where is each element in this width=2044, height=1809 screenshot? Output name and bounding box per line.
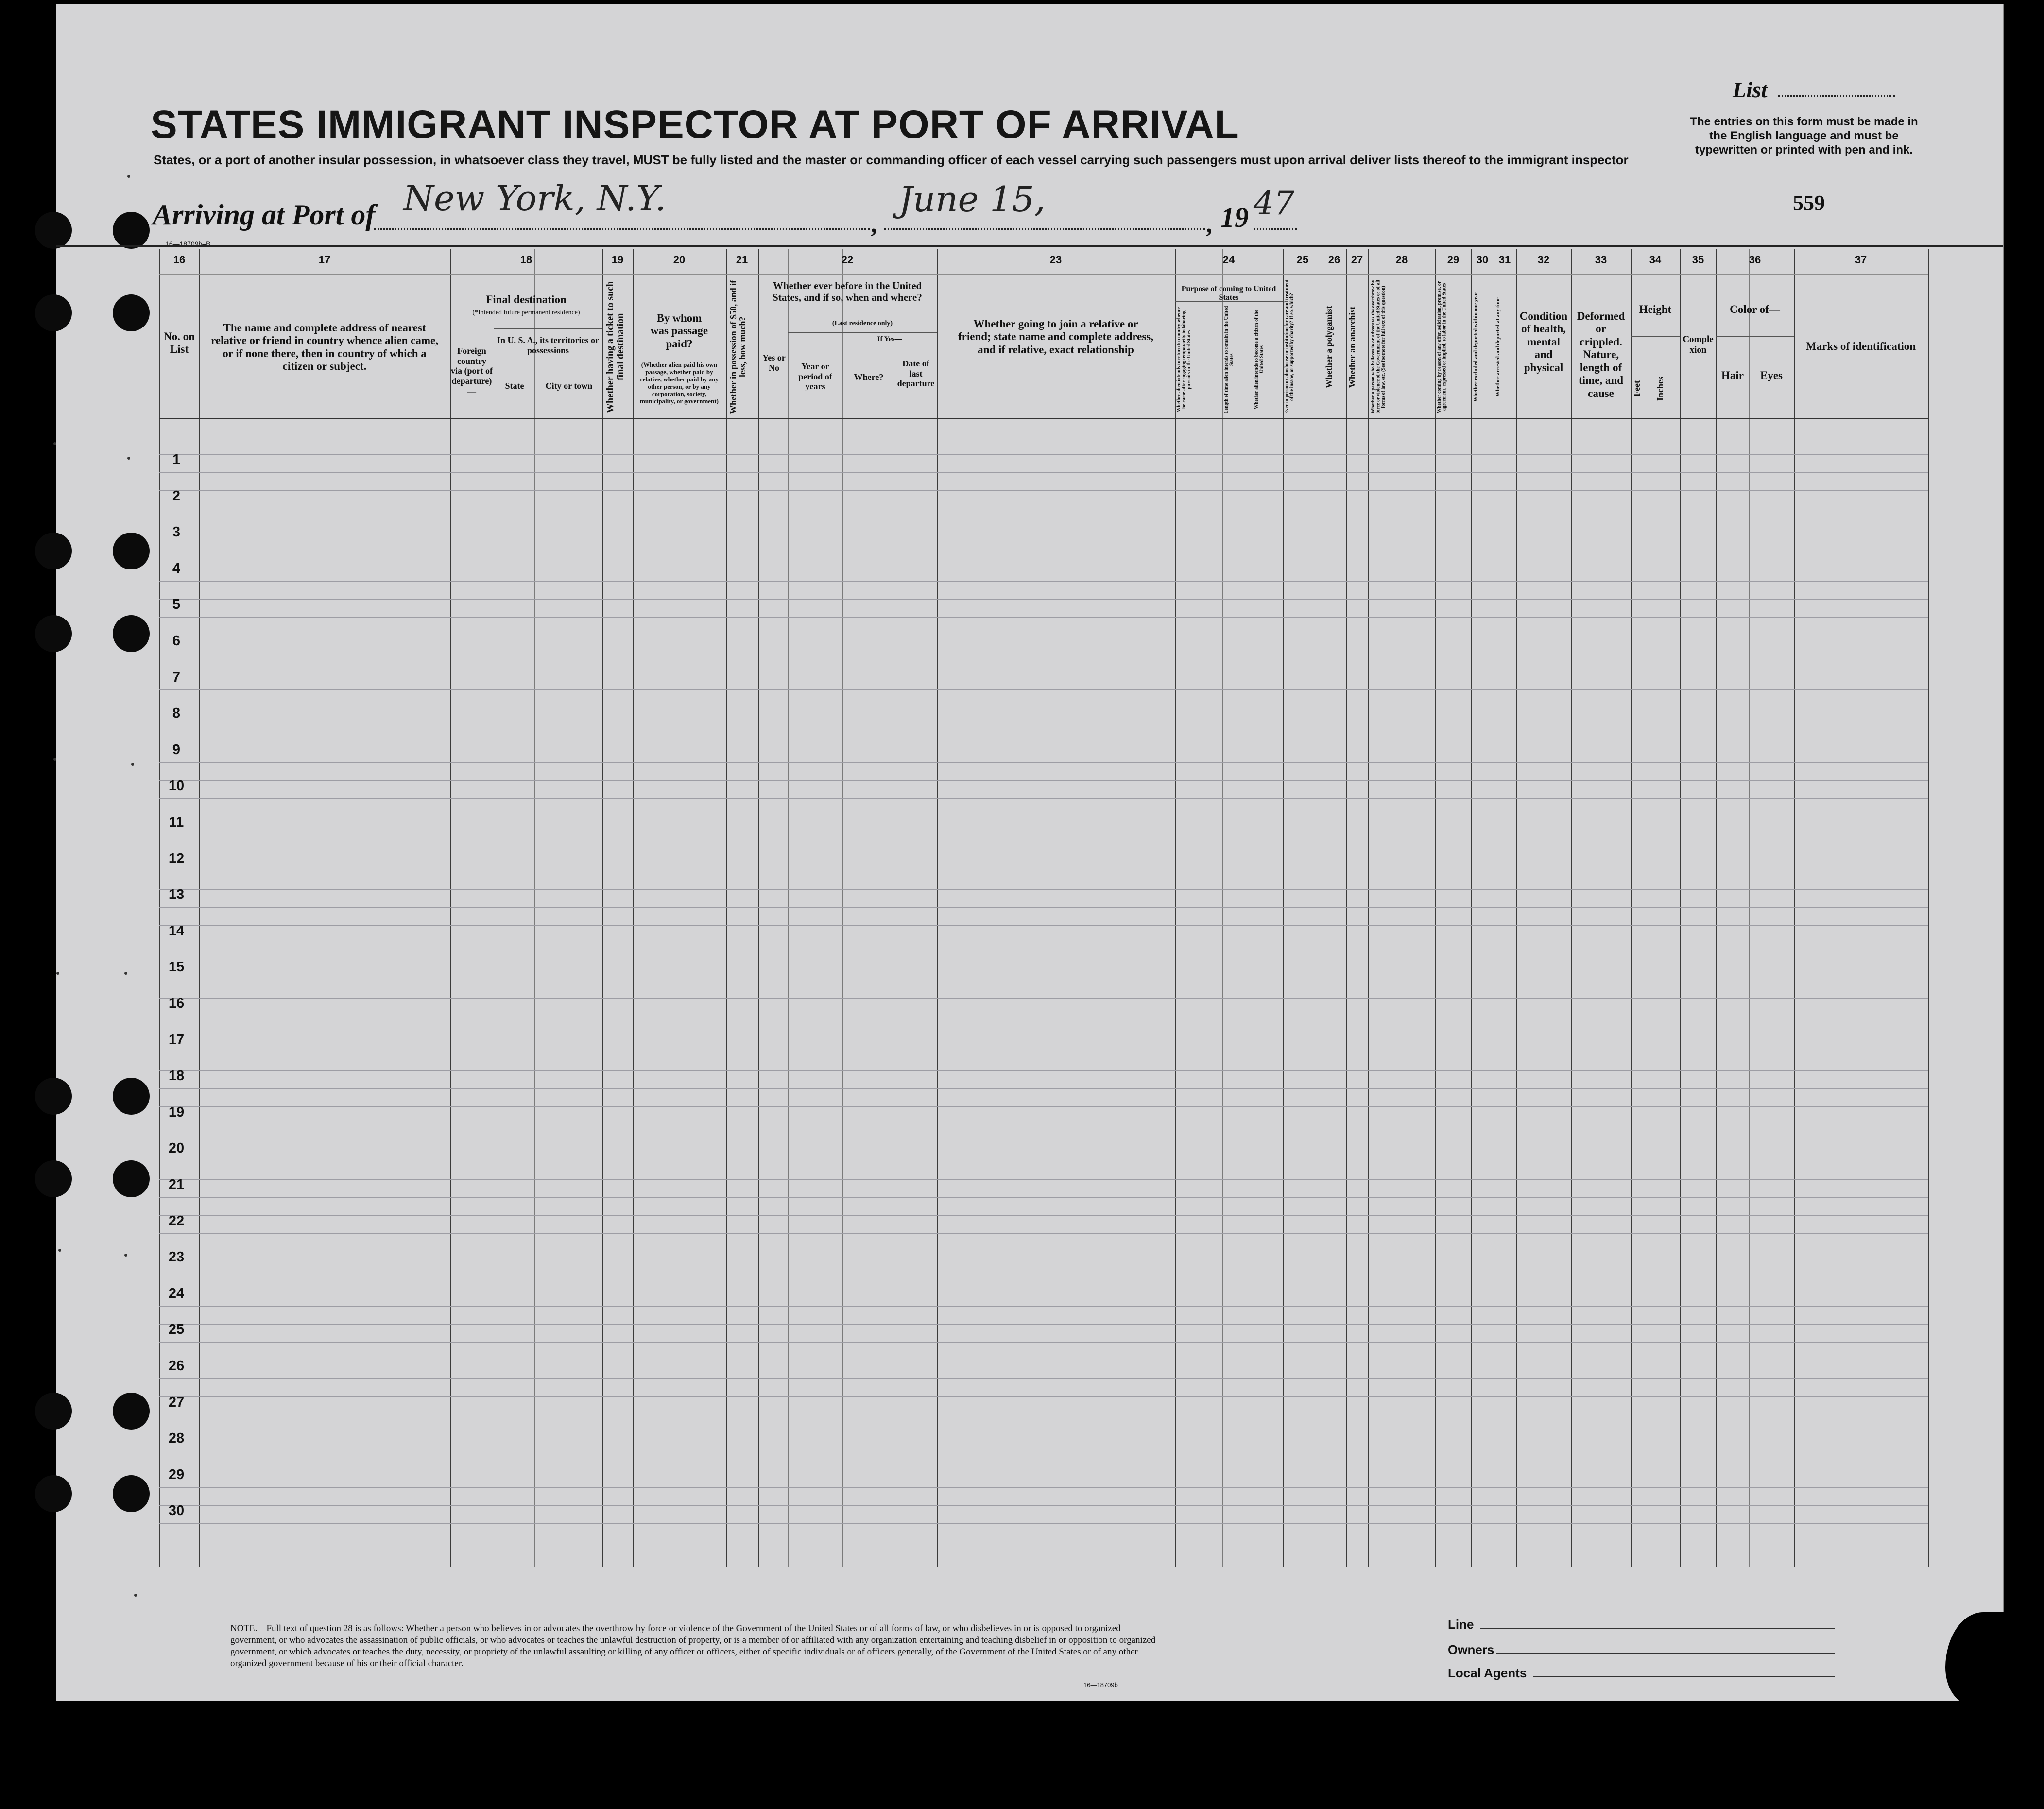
header-ticket: Whether having a ticket to such final destination (605, 281, 626, 413)
binder-hole (35, 615, 72, 652)
col-line (534, 249, 535, 1567)
ruled-line (159, 1487, 1928, 1488)
sub-header-line (1631, 336, 1680, 337)
binder-hole (35, 1078, 72, 1115)
ruled-line (159, 1396, 1928, 1397)
ruled-line (159, 1233, 1928, 1234)
paper-speck (127, 457, 130, 460)
ruled-line (159, 907, 1928, 908)
col-line (1516, 249, 1517, 1567)
form-instructions: The entries on this form must be made in the English language and must be typewritten or printed with pen and ink. (1690, 115, 1918, 156)
ruled-line (159, 581, 1928, 582)
binder-hole (113, 615, 150, 652)
col-line (1571, 249, 1572, 1567)
ruled-line (159, 1070, 1928, 1071)
col-line (1283, 249, 1284, 1567)
row-number: 18 (168, 1068, 185, 1084)
binder-hole (35, 533, 72, 569)
header-marks-identification: Marks of identification (1805, 340, 1916, 352)
column-number: 27 (1351, 254, 1363, 266)
column-number: 19 (611, 254, 624, 266)
binder-hole (35, 1160, 72, 1197)
column-number: 17 (318, 254, 331, 266)
list-number-field[interactable] (1778, 95, 1895, 97)
header-feet: Feet (1632, 380, 1642, 397)
col-line (1794, 249, 1795, 1567)
binder-hole (113, 1078, 150, 1115)
col-line (1680, 249, 1681, 1567)
column-number: 32 (1537, 254, 1550, 266)
ruled-line (159, 1197, 1928, 1198)
row-number: 27 (168, 1395, 185, 1410)
header-ever-in-us-note: (Last residence only) (832, 320, 893, 327)
owners-field[interactable] (1496, 1653, 1835, 1654)
row-number: 10 (168, 778, 185, 793)
ruled-line (159, 490, 1928, 491)
binder-hole (113, 1393, 150, 1430)
header-purpose: Purpose of coming to United States (1181, 285, 1276, 302)
ruled-line (159, 762, 1928, 763)
column-number: 35 (1692, 254, 1704, 266)
ruled-line (159, 998, 1928, 999)
ruled-line (159, 1179, 1928, 1180)
row-number: 14 (168, 923, 185, 939)
col-line (1749, 249, 1750, 1567)
row-number: 5 (172, 597, 181, 612)
header-foreign-country: Foreign country via (port of departure)— (451, 346, 493, 396)
row-number: 23 (168, 1249, 185, 1265)
header-purpose-return: Whether alien intends to return to country whence he came after engaging temporarily in laboring pursuits in the United States (1176, 307, 1192, 413)
binder-hole (113, 1160, 150, 1197)
col-line (842, 249, 843, 1567)
col-line (1368, 249, 1369, 1567)
header-color-of: Color of— (1730, 303, 1780, 315)
ruled-line (159, 472, 1928, 473)
paper-speck (124, 1254, 127, 1257)
colnum-row-line (159, 274, 1928, 275)
col-line (450, 249, 451, 1567)
column-number: 24 (1222, 254, 1235, 266)
row-number: 9 (172, 742, 181, 758)
footer-form-code: 16—18709b (1083, 1681, 1118, 1688)
header-city-town: City or town (545, 381, 593, 391)
col-line (1175, 249, 1176, 1567)
column-number: 22 (841, 254, 854, 266)
header-if-yes: If Yes— (877, 335, 902, 343)
handwritten-date[interactable]: June 15, (899, 179, 1046, 220)
header-nearest-relative: The name and complete address of nearest relative or friend in country whence alien came, or if none there, then in country of which a citizen or subject. (210, 322, 438, 373)
paper-speck (124, 972, 127, 975)
header-no-on-list: No. on List (164, 330, 195, 356)
row-number: 2 (172, 488, 181, 504)
row-number: 3 (172, 524, 181, 540)
col-line (1435, 249, 1436, 1567)
ruled-line (159, 1306, 1928, 1307)
column-number: 28 (1395, 254, 1408, 266)
header-complexion: Complexion (1683, 334, 1714, 355)
paper-speck (58, 1249, 61, 1252)
column-number: 26 (1328, 254, 1340, 266)
row-number: 24 (168, 1286, 185, 1301)
row-number: 12 (168, 851, 185, 866)
header-where: Where? (854, 372, 884, 382)
header-passage-paid-note: (Whether alien paid his own passage, whether paid by relative, whether paid by any other person, or by any corporation, society, municipality, or government) (640, 361, 719, 405)
column-number: 20 (673, 254, 686, 266)
page-subtitle: States, or a port of another insular possession, in whatsoever class they travel, MUST be fully listed and the master or commanding officer of each vessel carrying such passengers must upon arrival deliver lists thereof to the immigrant inspector (154, 153, 1629, 167)
header-height: Height (1639, 303, 1672, 315)
page-fold (0, 1706, 2044, 1724)
page-title: STATES IMMIGRANT INSPECTOR AT PORT OF ARRIVAL (151, 103, 1239, 147)
ruled-line (159, 1378, 1928, 1379)
header-offer-labor: Whether coming by reason of any offer, solicitation, promise, or agreement, expressed or implied, to labor in the United States (1437, 281, 1447, 413)
header-condition-health: Condition of health, mental and physical (1519, 310, 1568, 374)
column-number: 30 (1476, 254, 1489, 266)
arrival-port-label: Arriving at Port of (153, 199, 376, 231)
ruled-line (159, 454, 1928, 455)
ruled-line (159, 599, 1928, 600)
paper-speck (127, 175, 130, 178)
ruled-line (159, 617, 1928, 618)
row-number: 11 (169, 814, 184, 830)
column-number: 36 (1749, 254, 1761, 266)
row-number: 25 (168, 1322, 185, 1337)
ruled-line (159, 925, 1928, 926)
owners-label: Owners (1448, 1642, 1494, 1657)
row-number: 16 (168, 996, 185, 1011)
date-field-line (884, 228, 1205, 230)
sub-header-line (1716, 336, 1794, 337)
header-state: State (505, 381, 524, 391)
paper-speck (53, 758, 56, 761)
year-field-line (1254, 228, 1297, 230)
col-line (1222, 249, 1223, 1567)
column-number: 31 (1498, 254, 1511, 266)
paper-speck (134, 1594, 137, 1597)
row-number: 13 (168, 887, 185, 902)
row-number: 28 (168, 1430, 185, 1446)
line-field[interactable] (1480, 1628, 1835, 1629)
header-in-usa: In U. S. A., its territories or possessions (497, 335, 599, 355)
column-number: 33 (1595, 254, 1607, 266)
row-number: 6 (172, 633, 181, 649)
manifest-table (159, 249, 1928, 1567)
header-prison-almshouse: Ever in prison or almshouse or institution for care and treatment of the insane, or supported by charity? If so, which? (1284, 279, 1295, 414)
column-number: 25 (1296, 254, 1309, 266)
paper-speck (53, 442, 56, 445)
row-number: 20 (168, 1140, 185, 1156)
header-date-last-departure: Date of last departure (897, 359, 935, 389)
row-number: 7 (172, 670, 181, 685)
col-line (199, 249, 200, 1567)
handwritten-year[interactable]: 47 (1254, 185, 1294, 222)
header-purpose-citizen: Whether alien intends to become a citizen of the United States (1254, 310, 1265, 410)
header-excluded-deported: Whether excluded and deported within one year (1473, 292, 1478, 402)
header-inches: Inches (1655, 377, 1665, 401)
header-ever-in-us: Whether ever before in the United States, and if so, when and where? (773, 280, 922, 304)
header-eyes: Eyes (1760, 369, 1783, 381)
row-number: 19 (168, 1104, 185, 1120)
header-final-destination-note: (*Intended future permanent residence) (472, 309, 580, 316)
port-date-separator: , (871, 210, 877, 238)
page-number: 559 (1793, 191, 1825, 215)
header-question-28: Whether a person who believes in or advocates the overthrow by force or violence of the Government of the United States or of all forms of law, etc. (See footnote for full text of this question) (1371, 280, 1386, 414)
row-number: 26 (168, 1358, 185, 1374)
header-hair: Hair (1721, 369, 1744, 381)
header-arrested-deported: Whether arrested and deported at any time (1495, 297, 1501, 396)
local-agents-field[interactable] (1533, 1676, 1835, 1677)
row-number: 30 (168, 1503, 185, 1518)
col-line (758, 249, 759, 1567)
binder-hole (35, 294, 72, 331)
col-line (1716, 249, 1717, 1567)
binder-hole (35, 1475, 72, 1512)
paper-speck (131, 763, 134, 766)
header-deformed-crippled: Deformed or crippled. Nature, length of time, and cause (1577, 310, 1625, 399)
header-year-period: Year or period of years (798, 362, 832, 392)
header-yes-no: Yes or No (762, 353, 786, 373)
ruled-line (159, 1505, 1928, 1506)
line-label: Line (1448, 1617, 1474, 1632)
ruled-line (159, 889, 1928, 890)
binder-hole (35, 1393, 72, 1430)
form-code: 16—18709b–B (165, 240, 211, 248)
ruled-line (159, 689, 1928, 690)
column-number: 21 (736, 254, 748, 266)
header-final-destination: Final destination (486, 293, 567, 306)
year-prefix: 19 (1220, 202, 1249, 233)
col-line (1631, 249, 1632, 1567)
sub-header-line (494, 328, 602, 329)
ruled-line (159, 1523, 1928, 1524)
column-number: 16 (173, 254, 186, 266)
ruled-line (159, 1215, 1928, 1216)
col-line (1471, 249, 1472, 1567)
col-line (602, 249, 603, 1567)
binder-hole (113, 1475, 150, 1512)
header-possession-50: Whether in possession of $50, and if less, how much? (728, 280, 747, 414)
ruled-line (159, 780, 1928, 781)
question-28-footnote: NOTE.—Full text of question 28 is as follows: Whether a person who believes in or advocates the overthrow by force or violence of the Government of the United States or of all forms of law, or who disbelieves in or is opposed to organized government, or who advocates the assassination of public officials, or who advocates or teaches the unlawful destruction of property, or is a member of or affiliated with any organization entertaining and teaching disbelief in or opposition to organized government, or which advocates or teaches the duty, necessity, or propriety of the unlawful assaulting or killing of any officer or officers, either of specific individuals or of officers generally, of the Government of the United States or of any other organized government because of his or their official character. (230, 1623, 1156, 1669)
header-polygamist: Whether a polygamist (1324, 306, 1334, 388)
ruled-line (159, 1088, 1928, 1089)
row-number: 4 (172, 561, 181, 576)
row-number: 29 (168, 1467, 185, 1482)
sub-header-line (788, 332, 937, 333)
column-number: 29 (1447, 254, 1460, 266)
handwritten-port[interactable]: New York, N.Y. (403, 178, 666, 219)
col-line (1928, 249, 1929, 1567)
ruled-line (159, 1106, 1928, 1107)
col-line (1346, 249, 1347, 1567)
binder-hole (113, 212, 150, 249)
header-purpose-length: Length of time alien intends to remain in the United States (1224, 306, 1235, 413)
header-joining-relative: Whether going to join a relative or friend; state name and complete address, and if relative, exact relationship (958, 318, 1154, 356)
column-number: 37 (1855, 254, 1867, 266)
list-label: List (1733, 77, 1768, 102)
ruled-line (159, 798, 1928, 799)
header-bottom-line (159, 418, 1928, 419)
row-number: 8 (172, 706, 181, 721)
ruled-line (159, 1342, 1928, 1343)
header-passage-paid: By whom was passage paid? (650, 312, 708, 350)
local-agents-label: Local Agents (1448, 1666, 1527, 1680)
column-number: 34 (1649, 254, 1662, 266)
col-line (788, 249, 789, 1567)
binder-hole (35, 212, 72, 249)
row-number: 21 (168, 1177, 185, 1192)
row-number: 15 (168, 959, 185, 975)
header-anarchist: Whether an anarchist (1347, 306, 1357, 388)
binder-hole (113, 294, 150, 331)
row-number: 22 (168, 1213, 185, 1229)
column-number: 23 (1049, 254, 1062, 266)
binder-hole (113, 533, 150, 569)
column-number: 18 (520, 254, 532, 266)
col-line (633, 249, 634, 1567)
paper-speck (56, 972, 59, 975)
row-number: 1 (172, 452, 181, 467)
ruled-line (159, 1324, 1928, 1325)
port-field-line (374, 228, 870, 230)
date-year-separator: , (1206, 210, 1212, 238)
col-line (937, 249, 938, 1567)
row-number: 17 (168, 1032, 185, 1048)
col-line (726, 249, 727, 1567)
header-rule (56, 245, 2003, 247)
